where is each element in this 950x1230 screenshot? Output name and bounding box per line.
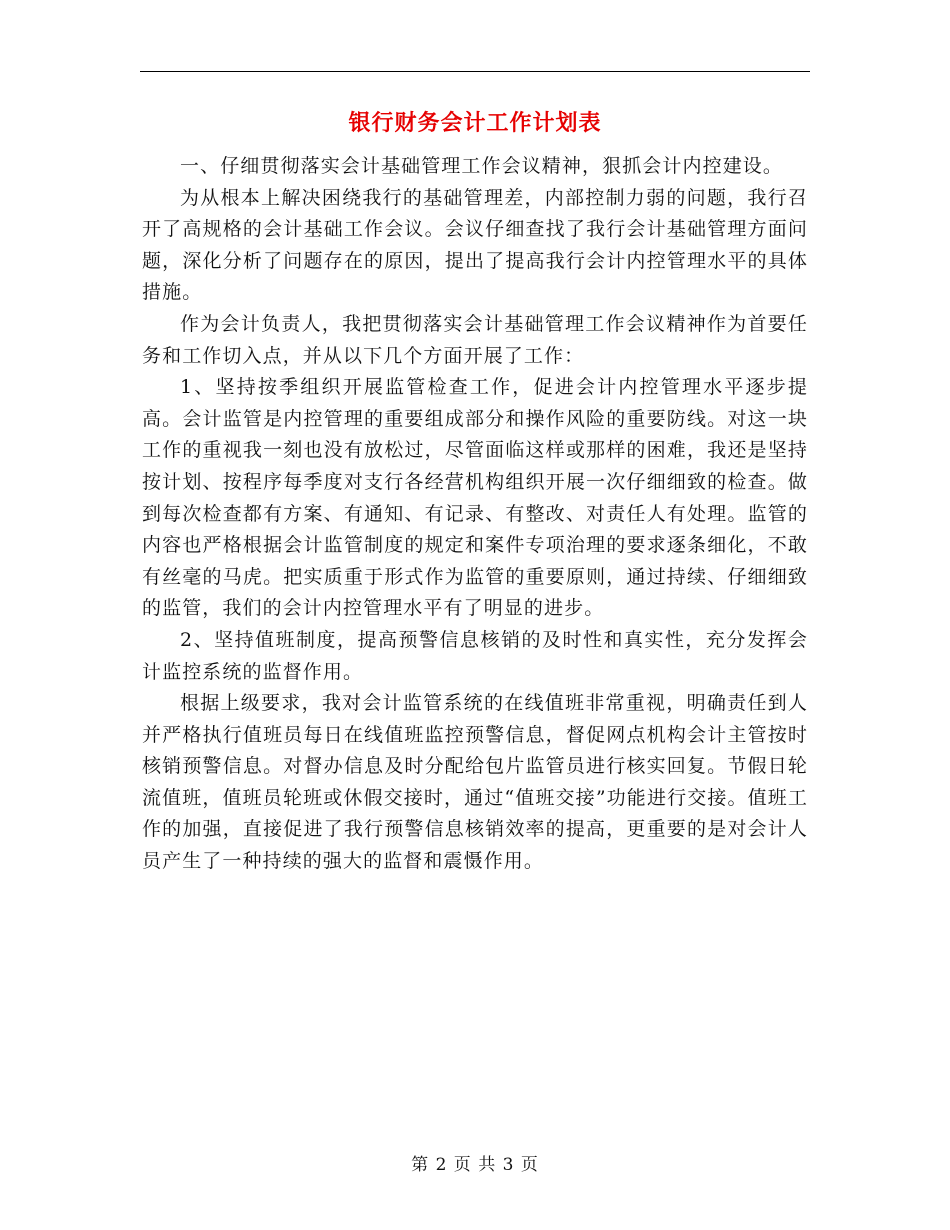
paragraph-3: 作为会计负责人，我把贯彻落实会计基础管理工作会议精神作为首要任务和工作切入点，并从以下几个方面开展了工作： [142,312,808,367]
paragraph-1: 一、仔细贯彻落实会计基础管理工作会议精神，狠抓会计内控建设。 [180,155,784,177]
paragraph-6: 根据上级要求，我对会计监管系统的在线值班非常重视，明确责任到人并严格执行值班员每日在线值班监控预警信息，督促网点机构会计主管按时核销预警信息。对督办信息及时分配给包片监管员进行核实回复。节假日轮流值班，值班员轮班或休假交接时，通过“值班交接”功能进行交接。值班工作的加强，直接促进了我行预警信息核销效率的提高，更重要的是对会计人员产生了一种持续的强大的监督和震慑作用。 [142,692,808,873]
paragraph-5: 2、坚持值班制度，提高预警信息核销的及时性和真实性，充分发挥会计监控系统的监督作用。 [142,628,808,683]
document-title: 银行财务会计工作计划表 [348,110,602,136]
paragraph-2: 为从根本上解决困绕我行的基础管理差，内部控制力弱的问题，我行召开了高规格的会计基础工作会议。会议仔细查找了我行会计基础管理方面问题，深化分析了问题存在的原因，提出了提高我行会计内控管理水平的具体措施。 [142,186,808,304]
paragraph-4: 1、坚持按季组织开展监管检查工作，促进会计内控管理水平逐步提高。会计监管是内控管理的重要组成部分和操作风险的重要防线。对这一块工作的重视我一刻也没有放松过，尽管面临这样或那样的困难，我还是坚持按计划、按程序每季度对支行各经营机构组织开展一次仔细细致的检查。做到每次检查都有方案、有通知、有记录、有整改、对责任人有处理。监管的内容也严格根据会计监管制度的规定和案件专项治理的要求逐条细化，不敢有丝毫的马虎。把实质重于形式作为监管的重要原则，通过持续、仔细细致的监管，我们的会计内控管理水平有了明显的进步。 [142,376,808,620]
document-body [142,151,808,878]
page-number: 第 2 页 共 3 页 [411,1155,539,1175]
header-rule [140,71,810,72]
